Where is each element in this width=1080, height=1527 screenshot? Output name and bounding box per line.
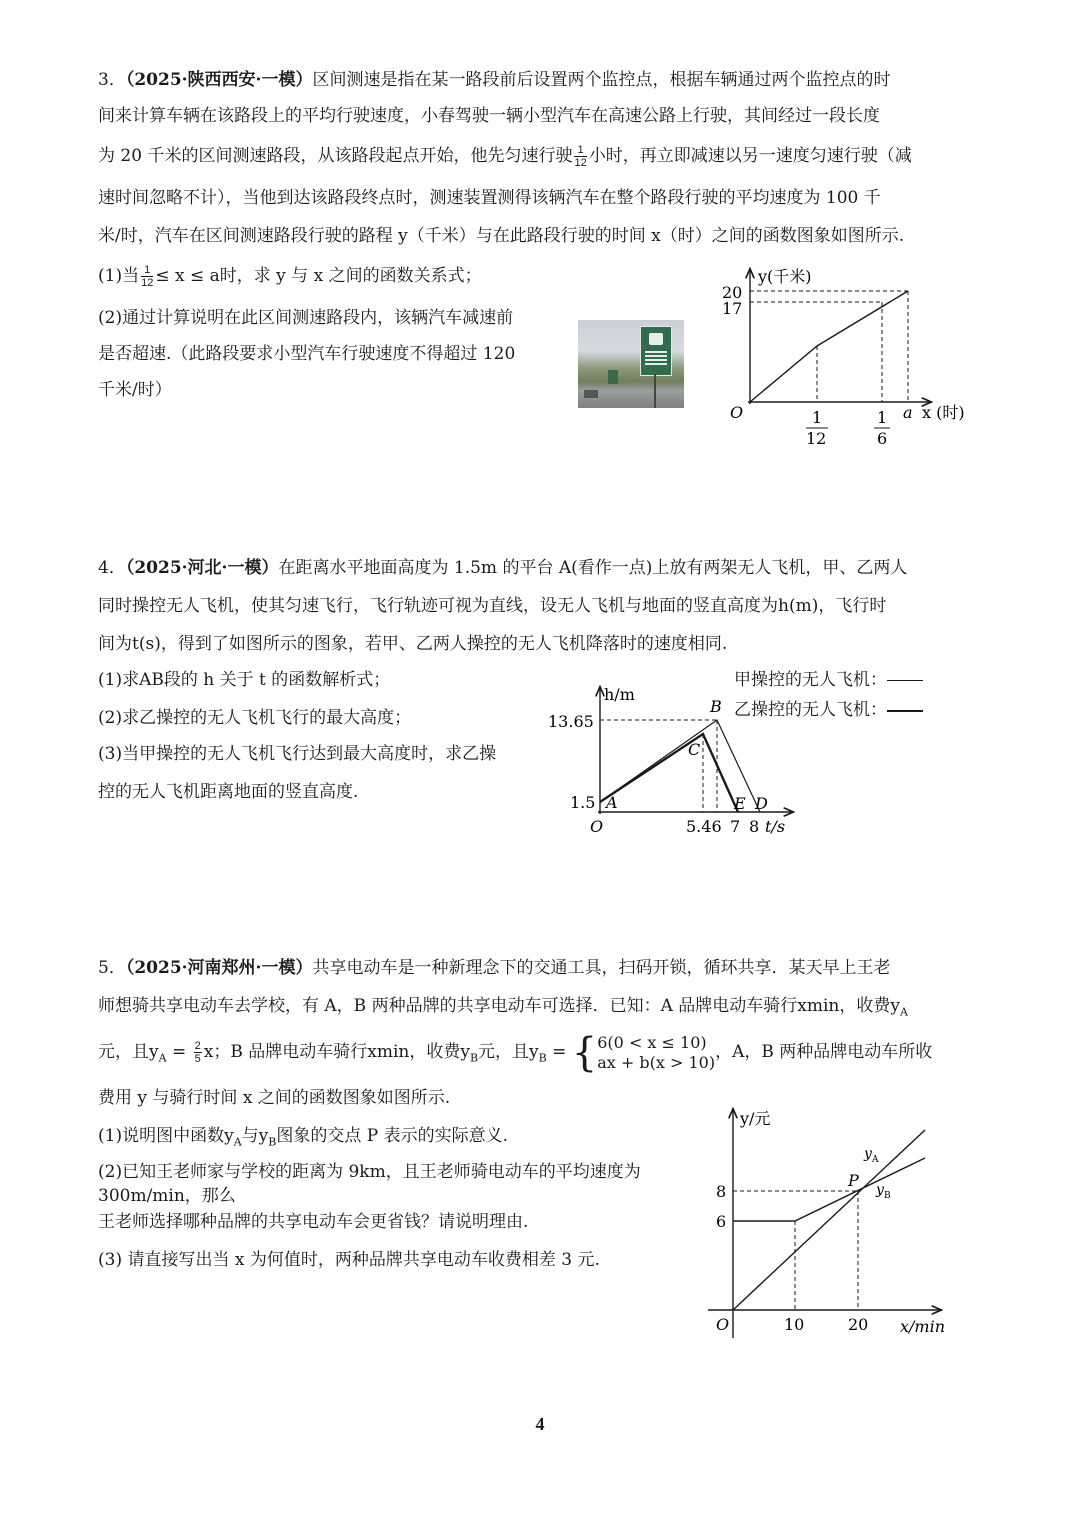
graph-line <box>750 291 908 402</box>
q5-subquestion-2-line-2: 300m/min，那么 <box>98 1186 236 1206</box>
q3-line-1 <box>98 68 988 92</box>
q5-subquestion-2-line-1: (2)已知王老师家与学校的距离为 9km，且王老师骑电动车的平均速度为 <box>98 1162 641 1182</box>
legend-yi: 乙操控的无人飞机： <box>734 698 923 722</box>
q3-line-5: 米/时，汽车在区间测速路段行驶的路程 y（千米）与在此路段行驶的时间 x（时）之间的函数图象如图所示. <box>98 226 905 246</box>
yA-label: y <box>864 1146 872 1162</box>
y-axis-label: y/元 <box>740 1109 771 1128</box>
point-D-label: D <box>755 794 768 813</box>
y-axis-label: h/m <box>604 685 635 704</box>
car-icon <box>584 390 598 398</box>
y-tick-label: 20 <box>722 283 743 302</box>
x-axis-label: t/s <box>765 817 786 836</box>
x-tick-label: 7 <box>730 817 741 836</box>
q5-line-1: 5．（2025·河南郑州·一模）共享电动车是一种新理念下的交通工具，扫码开锁，循环共享．某天早上王老 <box>98 958 891 978</box>
piecewise-cases: 6(0 < x ≤ 10) ax + b(x > 10) <box>597 1032 716 1072</box>
road-sign <box>640 326 672 376</box>
q4-line-1: 4．（2025·河北·一模）在距离水平地面高度为 1.5m 的平台 A(看作一点)上放有两架无人飞机，甲、乙两人 <box>98 558 908 578</box>
x-tick-label: 6 <box>877 429 888 448</box>
y-tick-label: 17 <box>722 299 743 318</box>
x-tick-label: 10 <box>784 1315 805 1334</box>
q3-subquestion-2-line-2: 是否超速.（此路段要求小型汽车行驶速度不得超过 120 <box>98 344 516 364</box>
q5-subquestion-3: (3) 请直接写出当 x 为何值时，两种品牌共享电动车收费相差 3 元. <box>98 1250 600 1270</box>
x-tick-label: a <box>903 403 913 422</box>
q4-height-time-graph <box>540 680 800 840</box>
q3-number: 3． <box>98 70 126 90</box>
q5-line-4: 费用 y 与骑行时间 x 之间的函数图象如图所示. <box>98 1088 451 1108</box>
q3-line-3: 为 20 千米的区间测速路段，从该路段起点开始，他先匀速行驶 $\frac{1}{12}$ 小时，再立即减速以另一速度匀速行驶（减 <box>98 144 912 169</box>
y-tick-label: 8 <box>716 1182 727 1201</box>
q4-line-3: 间为t(s)，得到了如图所示的图象，若甲、乙两人操控的无人飞机降落时的速度相同. <box>98 634 728 654</box>
y-tick-label: 13.65 <box>548 712 594 731</box>
x-tick-label: 5.46 <box>686 817 722 836</box>
fraction: $\frac{2}{5}$ <box>194 1040 201 1065</box>
legend-thick-line <box>887 710 923 712</box>
x-tick-label: 20 <box>848 1315 869 1334</box>
q5-line-2: 师想骑共享电动车去学校，有 A，B 两种品牌的共享电动车可选择．已知：A 品牌电动车骑行xmin，收费$y_A$ <box>98 996 908 1019</box>
x-tick-label: 8 <box>749 817 760 836</box>
yB-label: y <box>876 1182 884 1198</box>
q5-fee-time-graph <box>705 1100 955 1340</box>
q3-subquestion-1: (1)当 $\frac{1}{12}$ ≤ x ≤ a时，求 y 与 x 之间的函数关系式； <box>98 264 482 289</box>
q3-line-2: 间来计算车辆在该路段上的平均行驶速度，小春驾驶一辆小型汽车在高速公路上行驶，其间经过一段长度 <box>98 106 880 126</box>
point-B-label: B <box>710 697 722 716</box>
speed-camera-photo <box>578 320 684 408</box>
x-tick-label: 1 <box>812 408 823 427</box>
y-tick-label: 6 <box>716 1212 727 1231</box>
yB-label-sub: B <box>884 1191 891 1201</box>
q3-text-1: 区间测速是指在某一路段前后设置两个监控点，根据车辆通过两个监控点的时 <box>312 70 891 90</box>
yA-label-sub: A <box>872 1155 879 1165</box>
q4-subquestion-3-line-1: (3)当甲操控的无人飞机飞行达到最大高度时，求乙操 <box>98 744 497 764</box>
y-axis-label: y(千米) <box>758 267 812 286</box>
yB-line <box>733 1158 925 1221</box>
q4-subquestion-2: (2)求乙操控的无人飞机飞行的最大高度； <box>98 708 412 728</box>
q5-subquestion-2-line-3: 王老师选择哪种品牌的共享电动车会更省钱？请说明理由. <box>98 1212 529 1232</box>
origin-label: O <box>730 403 744 422</box>
q4-line-2: 同时操控无人飞机，使其匀速飞行，飞行轨迹可视为直线，设无人飞机与地面的竖直高度为h(m)，飞行时 <box>98 596 887 616</box>
origin-label: O <box>716 1315 730 1334</box>
page-number: 4 <box>535 1414 545 1434</box>
point-P-label: P <box>848 1171 859 1190</box>
x-axis-label: x (时) <box>922 403 965 422</box>
x-tick-label: 12 <box>806 429 827 448</box>
origin-label: O <box>590 817 604 836</box>
camera-icon <box>649 333 663 345</box>
q3-line-4: 速时间忽略不计），当他到达该路段终点时，测速装置测得该辆汽车在整个路段行驶的平均速度为 100 千 <box>98 188 881 208</box>
q4-subquestion-1: (1)求AB段的 h 关于 t 的函数解析式； <box>98 670 391 690</box>
fraction: $\frac{1}{12}$ <box>574 144 587 169</box>
q3-subquestion-2-line-1: (2)通过计算说明在此区间测速路段内，该辆汽车减速前 <box>98 308 514 328</box>
point-E-label: E <box>734 794 746 813</box>
q3-source: （2025·陕西西安·一模） <box>125 70 313 90</box>
legend-thin-line <box>887 680 923 681</box>
point-C-label: C <box>688 740 701 759</box>
fraction: $\frac{1}{12}$ <box>141 264 154 289</box>
legend-jia: 甲操控的无人飞机： <box>734 668 923 692</box>
q5-line-3: 元，且$y_A$ = $\frac{2}{5}$ x；B 品牌电动车骑行xmin，收费$y_B$元，且$y_B$ = { 6(0 < x ≤ 10) ax + b(x > 10) ，A，B 两种品牌电动车所收 <box>98 1029 933 1076</box>
x-axis-label: x/min <box>900 1317 946 1336</box>
q4-subquestion-3-line-2: 控的无人飞机距离地面的竖直高度. <box>98 782 359 802</box>
q3-subquestion-2-line-3: 千米/时） <box>98 380 172 400</box>
yA-line <box>733 1130 925 1310</box>
q5-subquestion-1: (1)说明图中函数$y_A$与$y_B$图象的交点 P 表示的实际意义. <box>98 1126 508 1149</box>
y-tick-label: 1.5 <box>570 793 596 812</box>
x-tick-label: 1 <box>877 408 888 427</box>
q3-distance-time-graph <box>700 262 990 452</box>
point-A-label: A <box>606 793 618 812</box>
